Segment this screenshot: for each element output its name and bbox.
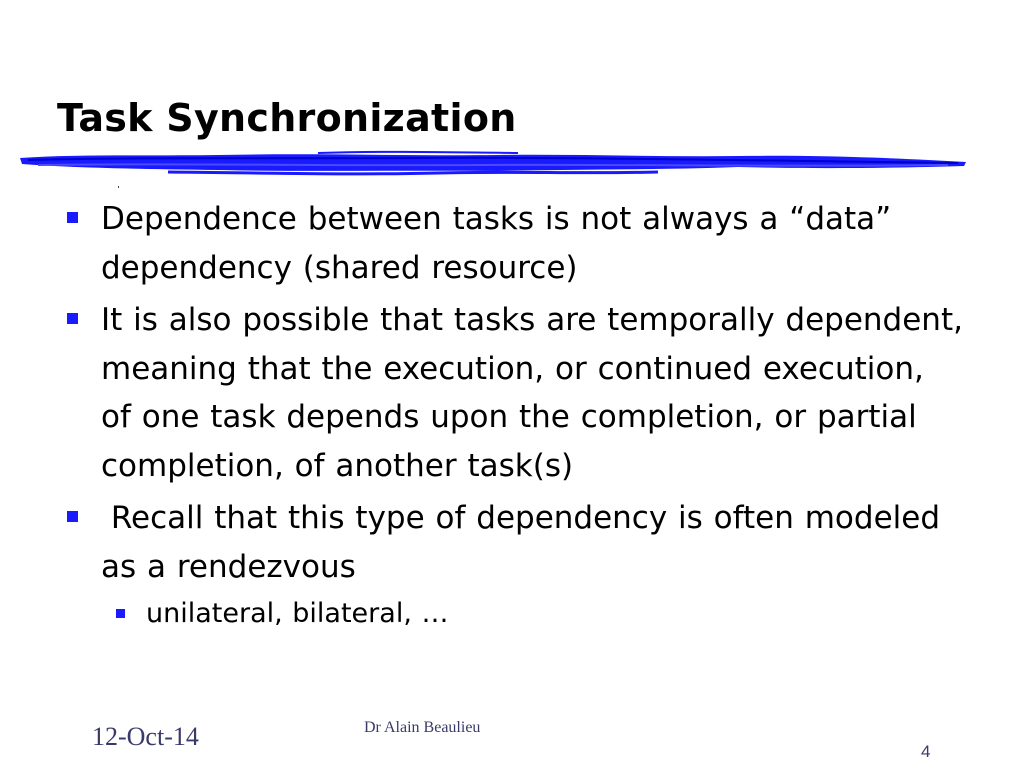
bullet-list — [0, 195, 1024, 637]
square-sub-bullet-icon — [116, 609, 125, 618]
bullet-item — [0, 195, 1024, 292]
bullet-item — [0, 494, 1024, 633]
sub-bullet-item — [101, 595, 964, 633]
sub-bullet-list — [101, 595, 964, 633]
bullet-text: It is also possible that tasks are temporally dependent, meaning that the execution, or continued execution, of one task depends upon the completion, or partial completion, of another task(s) — [101, 302, 963, 484]
bullet-item — [0, 296, 1024, 490]
square-bullet-icon — [67, 212, 78, 223]
square-bullet-icon — [67, 313, 78, 324]
square-bullet-icon — [67, 511, 78, 522]
stray-mark — [118, 186, 119, 188]
slide-title: Task Synchronization — [57, 96, 517, 140]
slide-number: 4 — [921, 742, 931, 761]
bullet-text: Recall that this type of dependency is often modeled as a rendezvous — [101, 500, 951, 585]
bullet-text: Dependence between tasks is not always a “data” dependency (shared resource) — [101, 201, 892, 286]
footer-date: 12-Oct-14 — [92, 722, 199, 751]
sub-bullet-text: unilateral, bilateral, … — [146, 598, 449, 629]
footer-author: Dr Alain Beaulieu — [364, 719, 481, 736]
title-underline-brush — [18, 146, 970, 180]
